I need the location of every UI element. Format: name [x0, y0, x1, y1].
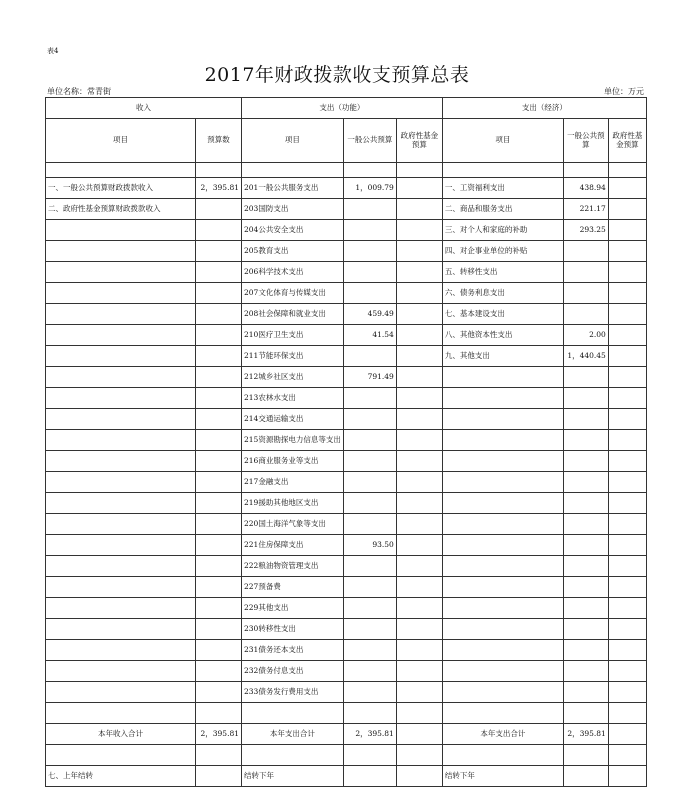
income-item — [46, 220, 196, 241]
economic-general-amount — [563, 493, 608, 514]
table-row — [46, 199, 647, 220]
function-total-fund — [396, 724, 442, 745]
income-item — [46, 241, 196, 262]
economic-fund-amount — [608, 661, 646, 682]
income-amount — [196, 472, 242, 493]
economic-general-amount — [563, 682, 608, 703]
income-item — [46, 598, 196, 619]
economic-fund-amount — [608, 283, 646, 304]
economic-item-header: 项目 — [442, 119, 563, 163]
income-total-amount: 2，395.81 — [196, 724, 242, 745]
economic-fund-amount — [608, 472, 646, 493]
table-row — [46, 577, 647, 598]
function-total-label: 本年支出合计 — [242, 724, 344, 745]
table-label: 表4 — [47, 47, 59, 55]
function-general-amount — [343, 430, 396, 451]
page-title: 2017年财政拨款收支预算总表 — [204, 64, 470, 86]
economic-item: 二、商品和服务支出 — [442, 199, 563, 220]
economic-item — [442, 535, 563, 556]
economic-general-amount — [563, 388, 608, 409]
function-general-amount: 1，009.79 — [343, 178, 396, 199]
economic-fund-amount — [608, 388, 646, 409]
table-row — [46, 493, 647, 514]
function-item: 231债务还本支出 — [242, 640, 344, 661]
economic-item — [442, 472, 563, 493]
economic-item — [442, 577, 563, 598]
economic-fund-amount — [608, 640, 646, 661]
function-fund-amount — [396, 430, 442, 451]
economic-item: 四、对企事业单位的补贴 — [442, 241, 563, 262]
income-amount — [196, 367, 242, 388]
table-row — [46, 346, 647, 367]
function-general-amount — [343, 283, 396, 304]
income-item — [46, 577, 196, 598]
income-item — [46, 682, 196, 703]
economic-item — [442, 451, 563, 472]
economic-item — [442, 556, 563, 577]
income-amount — [196, 262, 242, 283]
economic-general-amount — [563, 598, 608, 619]
income-item — [46, 262, 196, 283]
function-fund-amount — [396, 388, 442, 409]
function-item: 220国土海洋气象等支出 — [242, 514, 344, 535]
income-item — [46, 283, 196, 304]
function-item: 216商业服务业等支出 — [242, 451, 344, 472]
income-item: 一、一般公共预算财政拨款收入 — [46, 178, 196, 199]
economic-fund-amount — [608, 598, 646, 619]
table-row — [46, 556, 647, 577]
income-amount — [196, 388, 242, 409]
income-amount — [196, 577, 242, 598]
function-fund-amount — [396, 367, 442, 388]
economic-item — [442, 493, 563, 514]
function-carry-general — [343, 766, 396, 787]
function-general-amount — [343, 451, 396, 472]
function-general-amount: 791.49 — [343, 367, 396, 388]
function-fund-amount — [396, 493, 442, 514]
economic-general-amount: 2.00 — [563, 325, 608, 346]
economic-general-amount — [563, 304, 608, 325]
function-fund-amount — [396, 262, 442, 283]
function-general-amount — [343, 556, 396, 577]
function-fund-amount — [396, 304, 442, 325]
income-amount — [196, 220, 242, 241]
function-general-amount — [343, 409, 396, 430]
income-amount: 2，395.81 — [196, 178, 242, 199]
income-amount — [196, 556, 242, 577]
economic-general-amount: 221.17 — [563, 199, 608, 220]
table-row — [46, 619, 647, 640]
economic-general-amount — [563, 640, 608, 661]
function-item: 230转移性支出 — [242, 619, 344, 640]
economic-item: 八、其他资本性支出 — [442, 325, 563, 346]
table-row — [46, 661, 647, 682]
income-amount-header: 预算数 — [196, 119, 242, 163]
economic-fund-amount — [608, 367, 646, 388]
table-row — [46, 409, 647, 430]
table-row — [46, 388, 647, 409]
income-item-header: 项目 — [46, 119, 196, 163]
function-fund-amount — [396, 535, 442, 556]
function-expense-header: 支出（功能） — [242, 98, 443, 119]
economic-item — [442, 682, 563, 703]
function-fund-amount — [396, 682, 442, 703]
economic-general-amount — [563, 409, 608, 430]
table-row — [46, 598, 647, 619]
function-item: 204公共安全支出 — [242, 220, 344, 241]
economic-item — [442, 514, 563, 535]
function-item: 207文化体育与传媒支出 — [242, 283, 344, 304]
income-amount — [196, 430, 242, 451]
economic-fund-amount — [608, 430, 646, 451]
income-amount — [196, 451, 242, 472]
economic-general-amount — [563, 619, 608, 640]
income-item — [46, 640, 196, 661]
income-item — [46, 430, 196, 451]
income-item — [46, 472, 196, 493]
income-item — [46, 325, 196, 346]
economic-item — [442, 430, 563, 451]
economic-general-amount — [563, 451, 608, 472]
function-general-amount — [343, 388, 396, 409]
function-fund-amount — [396, 577, 442, 598]
function-general-amount — [343, 241, 396, 262]
function-carry-fund — [396, 766, 442, 787]
economic-general-amount — [563, 283, 608, 304]
income-amount — [196, 283, 242, 304]
income-amount — [196, 661, 242, 682]
function-general-amount — [343, 493, 396, 514]
function-carry-forward: 结转下年 — [242, 766, 344, 787]
economic-item: 五、转移性支出 — [442, 262, 563, 283]
income-item — [46, 514, 196, 535]
table-row — [46, 430, 647, 451]
function-general-amount — [343, 199, 396, 220]
function-item: 222粮油物资管理支出 — [242, 556, 344, 577]
income-item — [46, 367, 196, 388]
budget-table — [45, 97, 647, 787]
table-row — [46, 178, 647, 199]
function-general-amount — [343, 577, 396, 598]
economic-fund-amount — [608, 220, 646, 241]
function-general-amount: 459.49 — [343, 304, 396, 325]
function-fund-amount — [396, 325, 442, 346]
function-item: 206科学技术支出 — [242, 262, 344, 283]
function-general-amount — [343, 346, 396, 367]
function-fund-amount — [396, 220, 442, 241]
income-item — [46, 304, 196, 325]
economic-item — [442, 409, 563, 430]
economic-fund-amount — [608, 409, 646, 430]
economic-general-amount — [563, 514, 608, 535]
economic-fund-amount — [608, 199, 646, 220]
table-row — [46, 472, 647, 493]
income-header: 收入 — [46, 98, 242, 119]
income-amount — [196, 409, 242, 430]
function-fund-amount — [396, 514, 442, 535]
income-amount — [196, 241, 242, 262]
economic-general-amount: 438.94 — [563, 178, 608, 199]
economic-general-amount — [563, 661, 608, 682]
economic-carry-fund — [608, 766, 646, 787]
income-item — [46, 619, 196, 640]
function-general-amount — [343, 514, 396, 535]
income-amount — [196, 640, 242, 661]
carry-over-row — [46, 766, 647, 787]
economic-item: 七、基本建设支出 — [442, 304, 563, 325]
function-item: 217金融支出 — [242, 472, 344, 493]
function-general-header: 一般公共预算 — [343, 119, 396, 163]
function-item: 210医疗卫生支出 — [242, 325, 344, 346]
income-carry-over: 七、上年结转 — [46, 766, 196, 787]
function-item: 219援助其他地区支出 — [242, 493, 344, 514]
function-item: 201一般公共服务支出 — [242, 178, 344, 199]
economic-fund-amount — [608, 241, 646, 262]
function-fund-amount — [396, 556, 442, 577]
economic-fund-amount — [608, 556, 646, 577]
income-amount — [196, 619, 242, 640]
income-amount — [196, 304, 242, 325]
function-fund-amount — [396, 598, 442, 619]
function-item: 211节能环保支出 — [242, 346, 344, 367]
economic-fund-amount — [608, 493, 646, 514]
income-item — [46, 556, 196, 577]
economic-carry-forward: 结转下年 — [442, 766, 563, 787]
function-general-amount — [343, 682, 396, 703]
table-row — [46, 241, 647, 262]
function-fund-amount — [396, 640, 442, 661]
function-fund-amount — [396, 283, 442, 304]
function-item: 215资源勘探电力信息等支出 — [242, 430, 344, 451]
economic-general-amount — [563, 577, 608, 598]
economic-fund-amount — [608, 535, 646, 556]
economic-general-amount: 1，440.45 — [563, 346, 608, 367]
function-fund-amount — [396, 409, 442, 430]
function-general-amount — [343, 640, 396, 661]
unit-name-label: 单位名称：常青街 — [47, 87, 111, 96]
economic-general-amount — [563, 241, 608, 262]
economic-item: 三、对个人和家庭的补助 — [442, 220, 563, 241]
income-amount — [196, 325, 242, 346]
function-general-amount: 93.50 — [343, 535, 396, 556]
economic-fund-amount — [608, 682, 646, 703]
unit-label: 单位：万元 — [604, 87, 644, 96]
function-general-amount — [343, 598, 396, 619]
income-item — [46, 493, 196, 514]
totals-row — [46, 724, 647, 745]
income-item: 二、政府性基金预算财政拨款收入 — [46, 199, 196, 220]
economic-fund-amount — [608, 577, 646, 598]
function-item: 229其他支出 — [242, 598, 344, 619]
function-general-amount — [343, 619, 396, 640]
table-row — [46, 220, 647, 241]
function-general-amount — [343, 262, 396, 283]
function-general-amount — [343, 472, 396, 493]
function-fund-amount — [396, 199, 442, 220]
economic-general-amount: 293.25 — [563, 220, 608, 241]
table-row — [46, 640, 647, 661]
function-item: 232债务付息支出 — [242, 661, 344, 682]
economic-item — [442, 661, 563, 682]
function-item: 212城乡社区支出 — [242, 367, 344, 388]
economic-item: 九、其他支出 — [442, 346, 563, 367]
income-total-label: 本年收入合计 — [46, 724, 196, 745]
function-fund-amount — [396, 619, 442, 640]
economic-fund-amount — [608, 514, 646, 535]
function-fund-amount — [396, 346, 442, 367]
table-row — [46, 325, 647, 346]
economic-carry-general — [563, 766, 608, 787]
income-amount — [196, 535, 242, 556]
function-fund-amount — [396, 451, 442, 472]
table-row — [46, 262, 647, 283]
economic-total-fund — [608, 724, 646, 745]
economic-general-header: 一般公共预算 — [563, 119, 608, 163]
function-item: 221住房保障支出 — [242, 535, 344, 556]
table-row — [46, 304, 647, 325]
income-amount — [196, 493, 242, 514]
economic-item: 一、工资福利支出 — [442, 178, 563, 199]
function-fund-amount — [396, 661, 442, 682]
function-item: 214交通运输支出 — [242, 409, 344, 430]
table-row — [46, 514, 647, 535]
function-item: 205教育支出 — [242, 241, 344, 262]
income-amount — [196, 598, 242, 619]
economic-total-label: 本年支出合计 — [442, 724, 563, 745]
function-fund-header: 政府性基金预算 — [396, 119, 442, 163]
economic-general-amount — [563, 535, 608, 556]
function-item-header: 项目 — [242, 119, 344, 163]
economic-fund-amount — [608, 262, 646, 283]
income-item — [46, 388, 196, 409]
income-amount — [196, 199, 242, 220]
economic-total-amount: 2，395.81 — [563, 724, 608, 745]
income-item — [46, 661, 196, 682]
table-row — [46, 682, 647, 703]
function-fund-amount — [396, 178, 442, 199]
economic-fund-amount — [608, 451, 646, 472]
economic-item — [442, 640, 563, 661]
economic-fund-header: 政府性基金预算 — [608, 119, 646, 163]
function-fund-amount — [396, 472, 442, 493]
economic-fund-amount — [608, 304, 646, 325]
function-general-amount — [343, 220, 396, 241]
economic-general-amount — [563, 262, 608, 283]
income-amount — [196, 682, 242, 703]
table-row — [46, 367, 647, 388]
economic-expense-header: 支出（经济） — [442, 98, 646, 119]
table-row — [46, 283, 647, 304]
income-carry-amount — [196, 766, 242, 787]
economic-fund-amount — [608, 178, 646, 199]
economic-item — [442, 598, 563, 619]
function-item: 227预备费 — [242, 577, 344, 598]
function-total-amount: 2，395.81 — [343, 724, 396, 745]
income-amount — [196, 514, 242, 535]
function-fund-amount — [396, 241, 442, 262]
income-item — [46, 451, 196, 472]
economic-fund-amount — [608, 619, 646, 640]
table-row — [46, 535, 647, 556]
income-item — [46, 346, 196, 367]
economic-item — [442, 619, 563, 640]
economic-general-amount — [563, 556, 608, 577]
economic-fund-amount — [608, 346, 646, 367]
table-row — [46, 451, 647, 472]
economic-general-amount — [563, 367, 608, 388]
function-general-amount — [343, 661, 396, 682]
function-general-amount: 41.54 — [343, 325, 396, 346]
function-item: 208社会保障和就业支出 — [242, 304, 344, 325]
economic-item — [442, 367, 563, 388]
economic-general-amount — [563, 472, 608, 493]
function-item: 213农林水支出 — [242, 388, 344, 409]
economic-fund-amount — [608, 325, 646, 346]
economic-item — [442, 388, 563, 409]
function-item: 203国防支出 — [242, 199, 344, 220]
income-item — [46, 535, 196, 556]
income-item — [46, 409, 196, 430]
economic-general-amount — [563, 430, 608, 451]
economic-item: 六、债务利息支出 — [442, 283, 563, 304]
function-item: 233债务发行费用支出 — [242, 682, 344, 703]
income-amount — [196, 346, 242, 367]
